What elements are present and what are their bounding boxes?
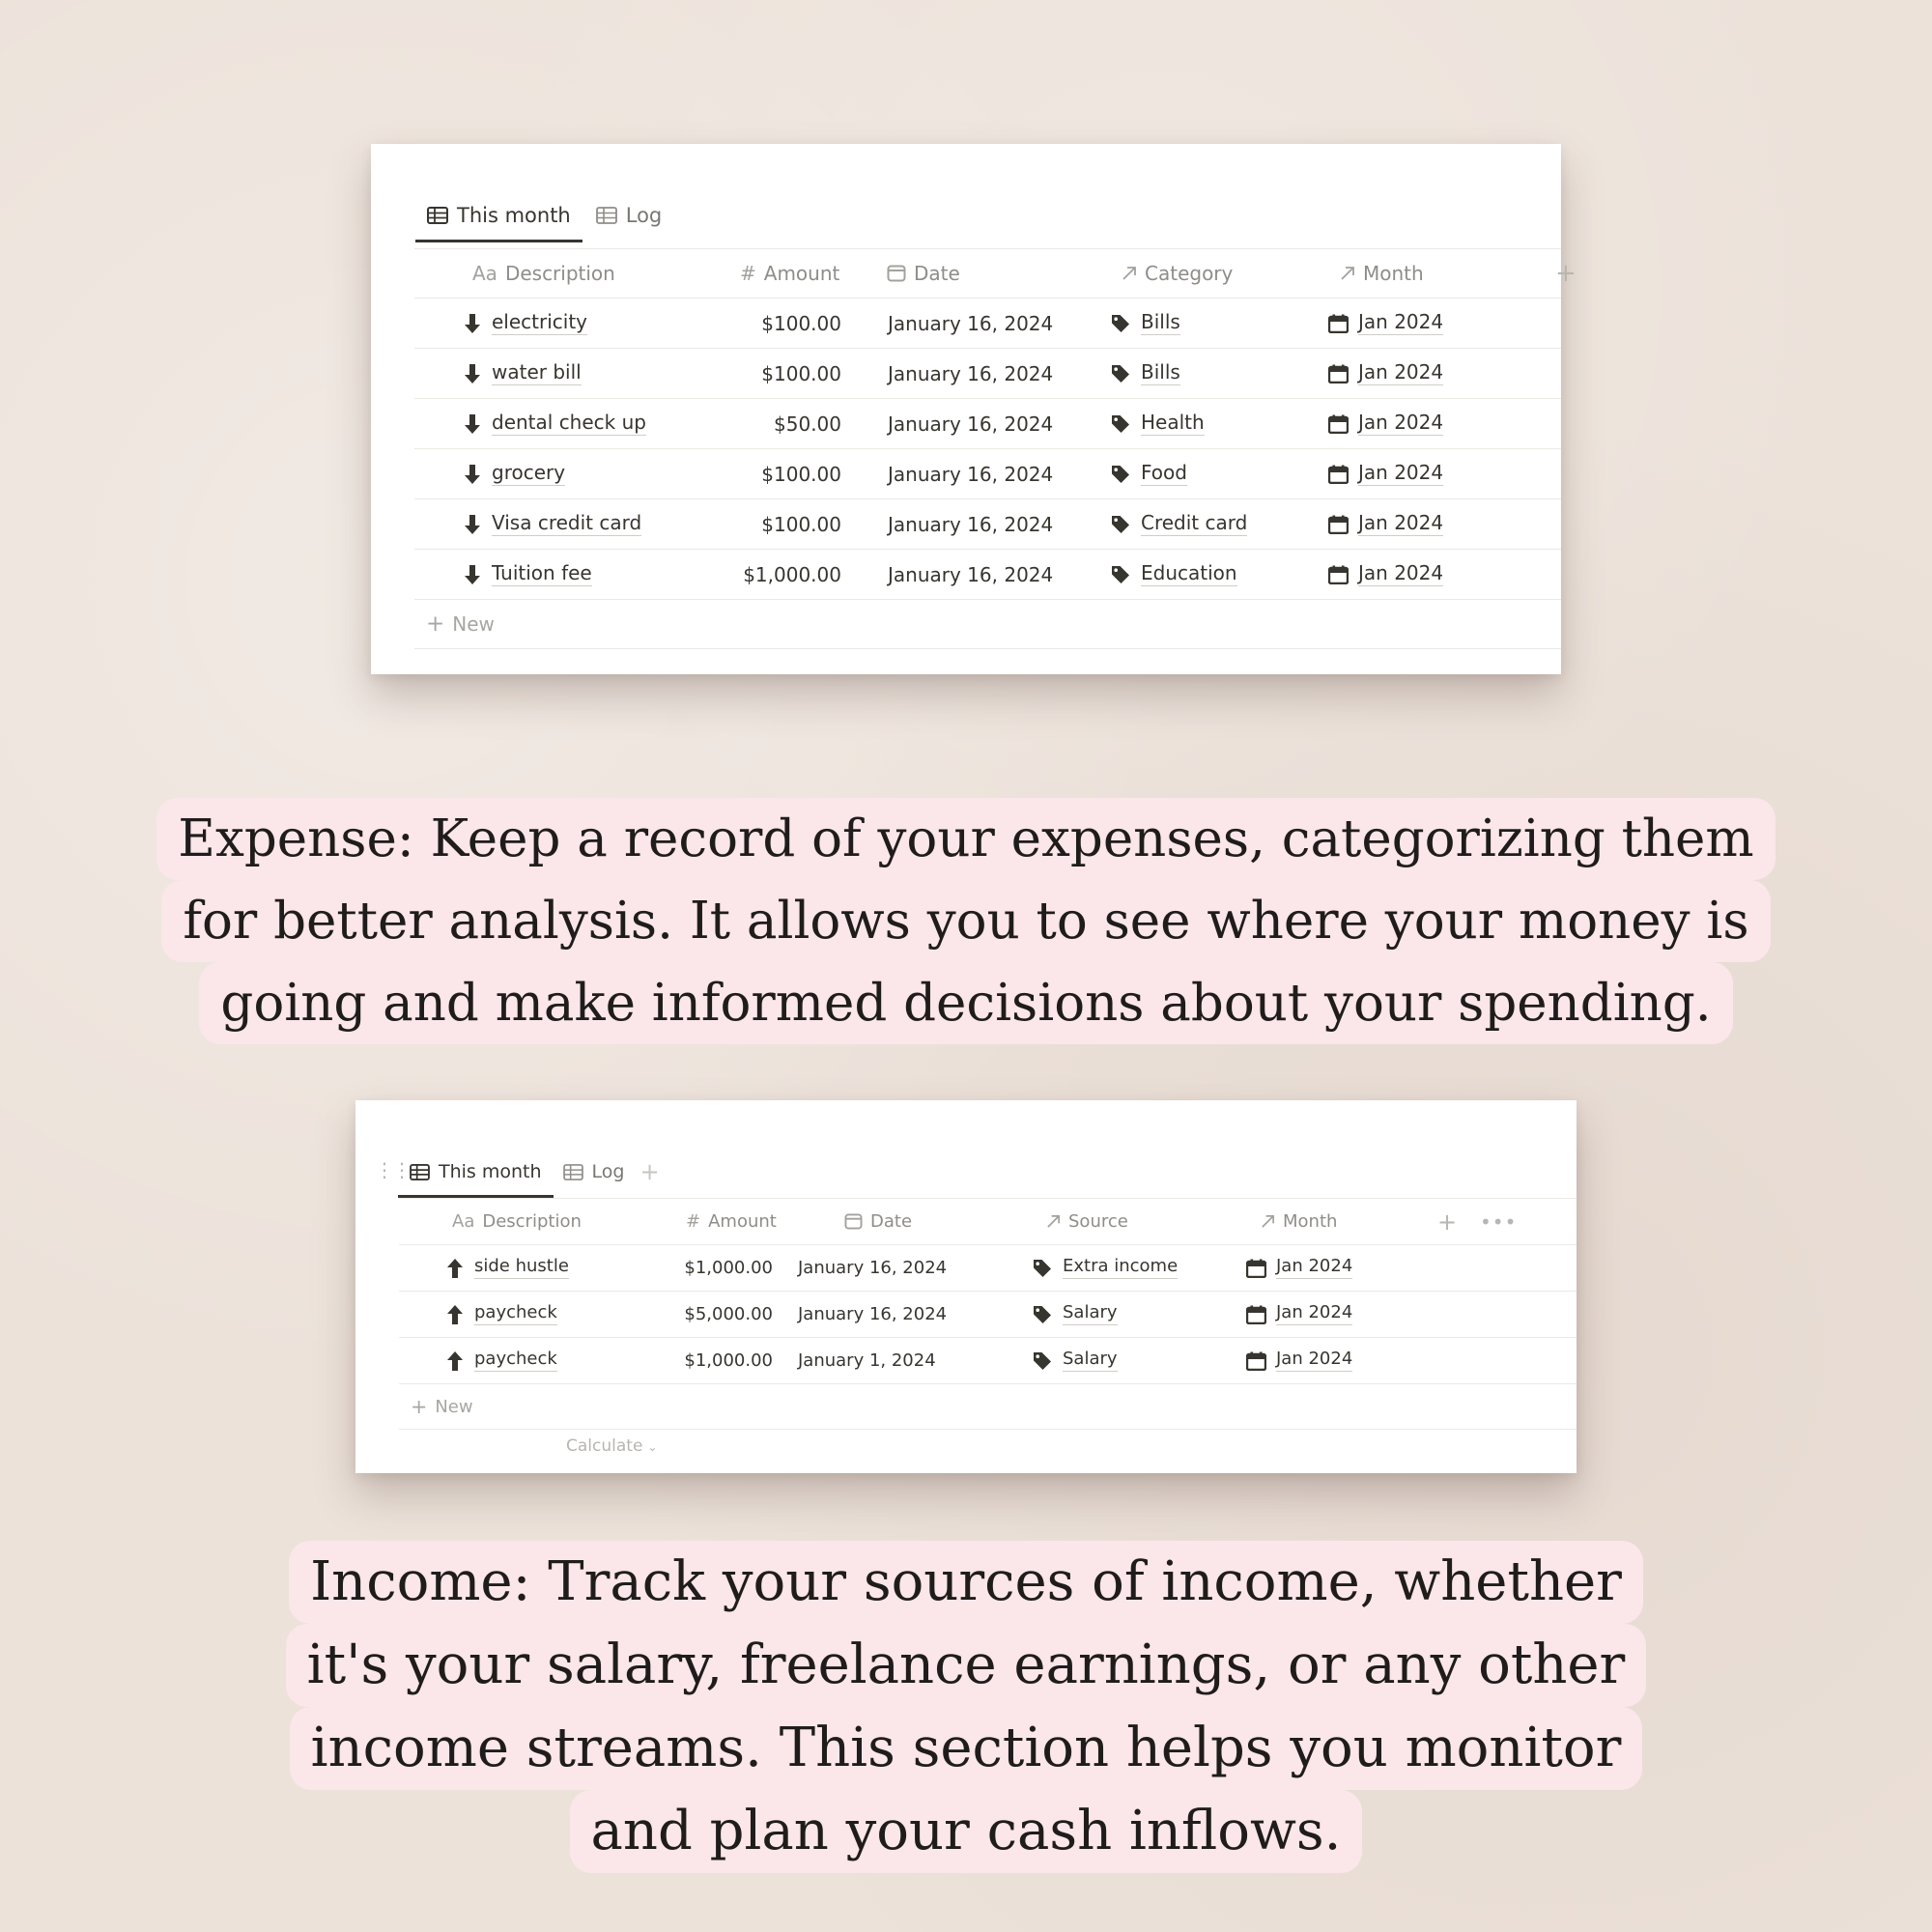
tab-label: Log (625, 204, 663, 227)
table-row[interactable] (414, 298, 1561, 349)
category-cell[interactable] (1110, 399, 1205, 448)
relation-arrow-icon (1046, 1214, 1061, 1229)
description-text: dental check up (492, 411, 646, 434)
column-header-description[interactable]: Aa Description (452, 1211, 582, 1232)
relation-arrow-icon (1122, 266, 1137, 281)
category-link[interactable]: Bills (1141, 310, 1180, 333)
column-header-description[interactable]: Aa Description (472, 262, 615, 285)
amount-cell[interactable]: $100.00 (761, 462, 841, 486)
table-icon (410, 1164, 430, 1180)
table-icon (427, 207, 448, 224)
table-body (399, 1245, 1577, 1384)
description-text: Visa credit card (492, 511, 642, 534)
tab-label: This month (439, 1161, 542, 1182)
table-body (414, 298, 1561, 600)
tag-icon (1110, 514, 1131, 535)
table-header (399, 1198, 1577, 1245)
text-property-icon: Aa (472, 262, 497, 285)
description-cell[interactable] (463, 499, 641, 549)
number-property-icon: # (686, 1211, 701, 1232)
new-row-button[interactable]: + New (414, 600, 1561, 649)
description-text: side hustle (474, 1257, 569, 1279)
calendar-icon (1246, 1351, 1266, 1371)
date-cell[interactable]: January 1, 2024 (798, 1350, 936, 1371)
date-cell[interactable]: January 16, 2024 (888, 562, 1054, 586)
month-link[interactable]: Jan 2024 (1358, 561, 1444, 584)
category-cell[interactable] (1110, 449, 1187, 498)
view-tabs (410, 1158, 660, 1185)
column-header-month[interactable]: Month (1261, 1199, 1337, 1244)
arrow-down-icon (463, 413, 482, 435)
income-table-panel (355, 1100, 1577, 1473)
add-property-icon[interactable]: + (1437, 1208, 1458, 1236)
tag-icon (1110, 564, 1131, 585)
tab-log[interactable] (563, 1161, 625, 1182)
caption-line: Expense: Keep a record of your expenses, categorizing them (156, 798, 1775, 880)
tag-icon (1110, 464, 1131, 485)
amount-cell[interactable]: $1,000.00 (684, 1258, 773, 1278)
caption-line: income streams. This section helps you monitor (290, 1707, 1643, 1790)
table-row[interactable] (414, 399, 1561, 449)
income-caption (0, 1541, 1932, 1873)
description-text: Tuition fee (492, 561, 592, 584)
table-row[interactable] (399, 1338, 1577, 1384)
month-link[interactable]: Jan 2024 (1358, 411, 1444, 434)
column-header-source[interactable]: Source (1046, 1199, 1128, 1244)
month-cell[interactable] (1246, 1245, 1352, 1291)
add-view-icon[interactable]: + (639, 1158, 660, 1185)
tag-icon (1032, 1258, 1053, 1279)
calendar-icon (1246, 1259, 1266, 1278)
caption-line: for better analysis. It allows you to see where your money is (161, 880, 1770, 962)
amount-cell[interactable]: $100.00 (761, 512, 841, 536)
add-property-icon[interactable]: + (1555, 259, 1577, 288)
description-cell[interactable] (463, 349, 582, 398)
plus-icon: + (411, 1395, 428, 1418)
month-cell[interactable] (1328, 298, 1443, 348)
arrow-down-icon (463, 514, 482, 535)
month-cell[interactable] (1328, 349, 1443, 398)
arrow-down-icon (463, 564, 482, 585)
description-text: paycheck (474, 1303, 557, 1325)
month-link[interactable]: Jan 2024 (1276, 1350, 1352, 1372)
calendar-icon (1328, 414, 1349, 434)
month-cell[interactable] (1328, 499, 1443, 549)
date-cell[interactable]: January 16, 2024 (798, 1258, 948, 1278)
calendar-icon (1328, 515, 1349, 534)
expense-table (414, 248, 1577, 649)
expense-caption (0, 798, 1932, 1044)
month-link[interactable]: Jan 2024 (1276, 1257, 1352, 1279)
table-icon (596, 207, 617, 224)
category-link[interactable]: Credit card (1141, 511, 1248, 534)
amount-cell[interactable]: $100.00 (761, 361, 841, 385)
description-text: electricity (492, 310, 588, 333)
table-row[interactable] (414, 349, 1561, 399)
month-cell[interactable] (1246, 1338, 1352, 1383)
column-header-date[interactable]: Date (887, 249, 960, 298)
category-cell[interactable] (1110, 550, 1237, 599)
new-row-button[interactable]: + New (399, 1384, 1577, 1430)
date-cell[interactable]: January 16, 2024 (888, 311, 1054, 335)
number-property-icon: # (740, 262, 756, 285)
source-cell[interactable] (1032, 1338, 1118, 1383)
caption-line: it's your salary, freelance earnings, or any other (286, 1624, 1647, 1707)
calendar-icon (1246, 1305, 1266, 1324)
expense-table-panel (371, 144, 1577, 674)
calendar-icon (844, 1213, 863, 1230)
month-cell[interactable] (1328, 399, 1443, 448)
description-cell[interactable] (463, 298, 587, 348)
tab-label: This month (457, 204, 571, 227)
table-row[interactable] (414, 550, 1561, 600)
month-link[interactable]: Jan 2024 (1358, 511, 1444, 534)
description-cell[interactable] (463, 449, 565, 498)
source-link[interactable]: Extra income (1063, 1257, 1178, 1279)
month-link[interactable]: Jan 2024 (1358, 461, 1444, 484)
category-cell[interactable] (1110, 349, 1180, 398)
tag-icon (1032, 1304, 1053, 1325)
plus-icon: + (426, 611, 445, 637)
arrow-down-icon (463, 464, 482, 485)
amount-cell[interactable]: $100.00 (761, 311, 841, 335)
source-cell[interactable] (1032, 1292, 1118, 1337)
date-cell[interactable]: January 16, 2024 (888, 412, 1054, 436)
tag-icon (1110, 363, 1131, 384)
amount-cell[interactable]: $50.00 (774, 412, 841, 436)
column-header-amount[interactable]: # Amount (686, 1211, 777, 1232)
tab-this-month[interactable] (410, 1161, 542, 1182)
date-cell[interactable]: January 16, 2024 (888, 462, 1054, 486)
date-cell[interactable]: January 16, 2024 (888, 512, 1054, 536)
tab-log[interactable] (596, 204, 663, 227)
source-cell[interactable] (1032, 1245, 1178, 1291)
month-link[interactable]: Jan 2024 (1358, 310, 1444, 333)
category-link[interactable]: Food (1141, 461, 1187, 484)
amount-cell[interactable]: $1,000.00 (684, 1350, 773, 1371)
category-link[interactable]: Health (1141, 411, 1205, 434)
view-tabs (427, 204, 662, 227)
column-header-month[interactable]: Month (1340, 249, 1424, 298)
arrow-up-icon (445, 1350, 465, 1372)
calendar-icon (1328, 364, 1349, 384)
table-row[interactable] (414, 499, 1561, 550)
text-property-icon: Aa (452, 1211, 475, 1232)
tag-icon (1032, 1350, 1053, 1372)
caption-line: and plan your cash inflows. (570, 1790, 1363, 1873)
column-header-date[interactable]: Date (844, 1199, 912, 1244)
description-cell[interactable] (463, 399, 646, 448)
relation-arrow-icon (1261, 1214, 1275, 1229)
relation-arrow-icon (1340, 266, 1355, 281)
caption-line: going and make informed decisions about your spending. (199, 962, 1732, 1044)
arrow-up-icon (445, 1304, 465, 1325)
tag-icon (1110, 413, 1131, 435)
month-link[interactable]: Jan 2024 (1358, 360, 1444, 384)
date-cell[interactable]: January 16, 2024 (798, 1304, 948, 1324)
arrow-down-icon (463, 313, 482, 334)
calendar-icon (887, 265, 906, 282)
month-cell[interactable] (1246, 1292, 1352, 1337)
tab-label: Log (591, 1161, 625, 1182)
table-row[interactable] (399, 1245, 1577, 1292)
tab-this-month[interactable] (427, 204, 571, 227)
arrow-down-icon (463, 363, 482, 384)
description-cell[interactable] (445, 1338, 557, 1383)
table-row[interactable] (399, 1292, 1577, 1338)
chevron-down-icon: ⌄ (647, 1440, 658, 1454)
description-cell[interactable] (463, 550, 592, 599)
description-cell[interactable] (445, 1245, 569, 1291)
amount-cell[interactable]: $5,000.00 (684, 1304, 773, 1324)
income-table (399, 1198, 1577, 1430)
source-link[interactable]: Salary (1063, 1350, 1118, 1372)
calendar-icon (1328, 465, 1349, 484)
source-link[interactable]: Salary (1063, 1303, 1118, 1325)
category-link[interactable]: Education (1141, 561, 1237, 584)
more-options-icon[interactable]: ••• (1480, 1209, 1518, 1234)
category-link[interactable]: Bills (1141, 360, 1180, 384)
table-icon (563, 1164, 583, 1180)
calendar-icon (1328, 565, 1349, 584)
arrow-up-icon (445, 1258, 465, 1279)
description-text: grocery (492, 461, 566, 484)
table-header (414, 248, 1577, 298)
caption-line: Income: Track your sources of income, whether (289, 1541, 1643, 1624)
month-cell[interactable] (1328, 550, 1443, 599)
category-cell[interactable] (1110, 499, 1247, 549)
calculate-button[interactable]: Calculate ⌄ (566, 1436, 658, 1456)
column-header-amount[interactable]: # Amount (740, 262, 840, 285)
tag-icon (1110, 313, 1131, 334)
description-text: water bill (492, 360, 582, 384)
date-cell[interactable]: January 16, 2024 (888, 361, 1054, 385)
drag-handle-icon[interactable]: ⋮⋮ (375, 1158, 410, 1181)
amount-cell[interactable]: $1,000.00 (743, 562, 841, 586)
category-cell[interactable] (1110, 298, 1180, 348)
table-row[interactable] (414, 449, 1561, 499)
column-header-category[interactable]: Category (1122, 249, 1233, 298)
calendar-icon (1328, 314, 1349, 333)
description-cell[interactable] (445, 1292, 557, 1337)
month-cell[interactable] (1328, 449, 1443, 498)
month-link[interactable]: Jan 2024 (1276, 1303, 1352, 1325)
description-text: paycheck (474, 1350, 557, 1372)
